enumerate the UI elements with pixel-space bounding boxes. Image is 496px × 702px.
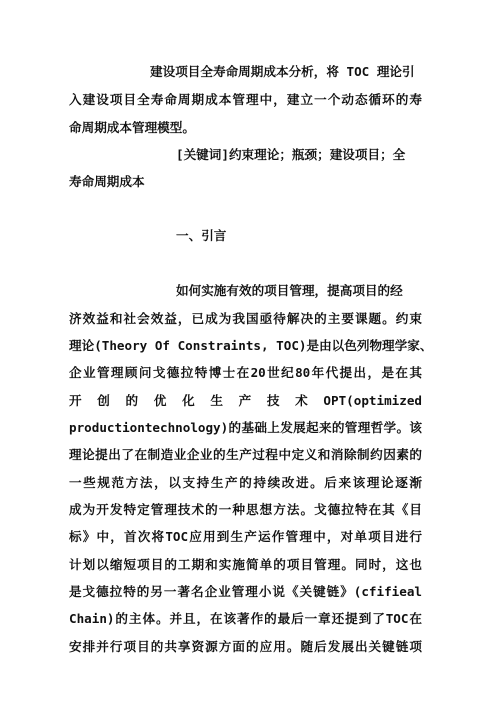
body-line: 标》中，首次将TOC应用到生产运作管理中，对单项目进行 bbox=[69, 529, 422, 544]
body-line: 开 创 的 优 化 生 产 技 术 OPT(optimized bbox=[69, 393, 422, 408]
body-line: 理论提出了在制造业企业的生产过程中定义和消除制约因素的 bbox=[69, 447, 422, 462]
body-line: 计划以缩短项目的工期和实施简单的项目管理。同时，这也 bbox=[69, 557, 422, 572]
body-line: 一些规范方法，以支持生产的持续改进。后来该理论逐渐 bbox=[69, 475, 422, 490]
body-line: 理论(Theory Of Constraints, TOC)是由以色列物理学家、 bbox=[69, 338, 433, 353]
body-line: 成为开发特定管理技术的一种思想方法。戈德拉特在其《目 bbox=[69, 502, 422, 517]
keywords-line-2: 寿命周期成本 bbox=[69, 174, 145, 189]
body-line: 是戈德拉特的另一著名企业管理小说《关键链》(cfifieal bbox=[69, 584, 422, 599]
body-line: 安排并行项目的共享资源方面的应用。随后发展出关键链项 bbox=[69, 639, 422, 654]
body-line: Chain)的主体。并且，在该著作的最后一章还提到了TOC在 bbox=[69, 611, 422, 626]
abstract-line-1: 建设项目全寿命周期成本分析，将 TOC 理论引 bbox=[150, 64, 415, 79]
body-line: 如何实施有效的项目管理，提高项目的经 bbox=[176, 283, 403, 298]
abstract-line-2: 入建设项目全寿命周期成本管理中，建立一个动态循环的寿 bbox=[69, 92, 422, 107]
abstract-line-3: 命周期成本管理模型。 bbox=[69, 120, 195, 135]
body-line: productiontechnology)的基础上发展起来的管理哲学。该 bbox=[69, 420, 422, 435]
body-line: 济效益和社会效益，已成为我国亟待解决的主要课题。约束 bbox=[69, 311, 422, 326]
body-line: 企业管理顾问戈德拉特博士在20世纪80年代提出，是在其 bbox=[69, 365, 422, 380]
keywords-line-1: [关键词]约束理论；瓶颈；建设项目；全 bbox=[176, 147, 406, 162]
section-heading: 一、引言 bbox=[176, 228, 227, 243]
